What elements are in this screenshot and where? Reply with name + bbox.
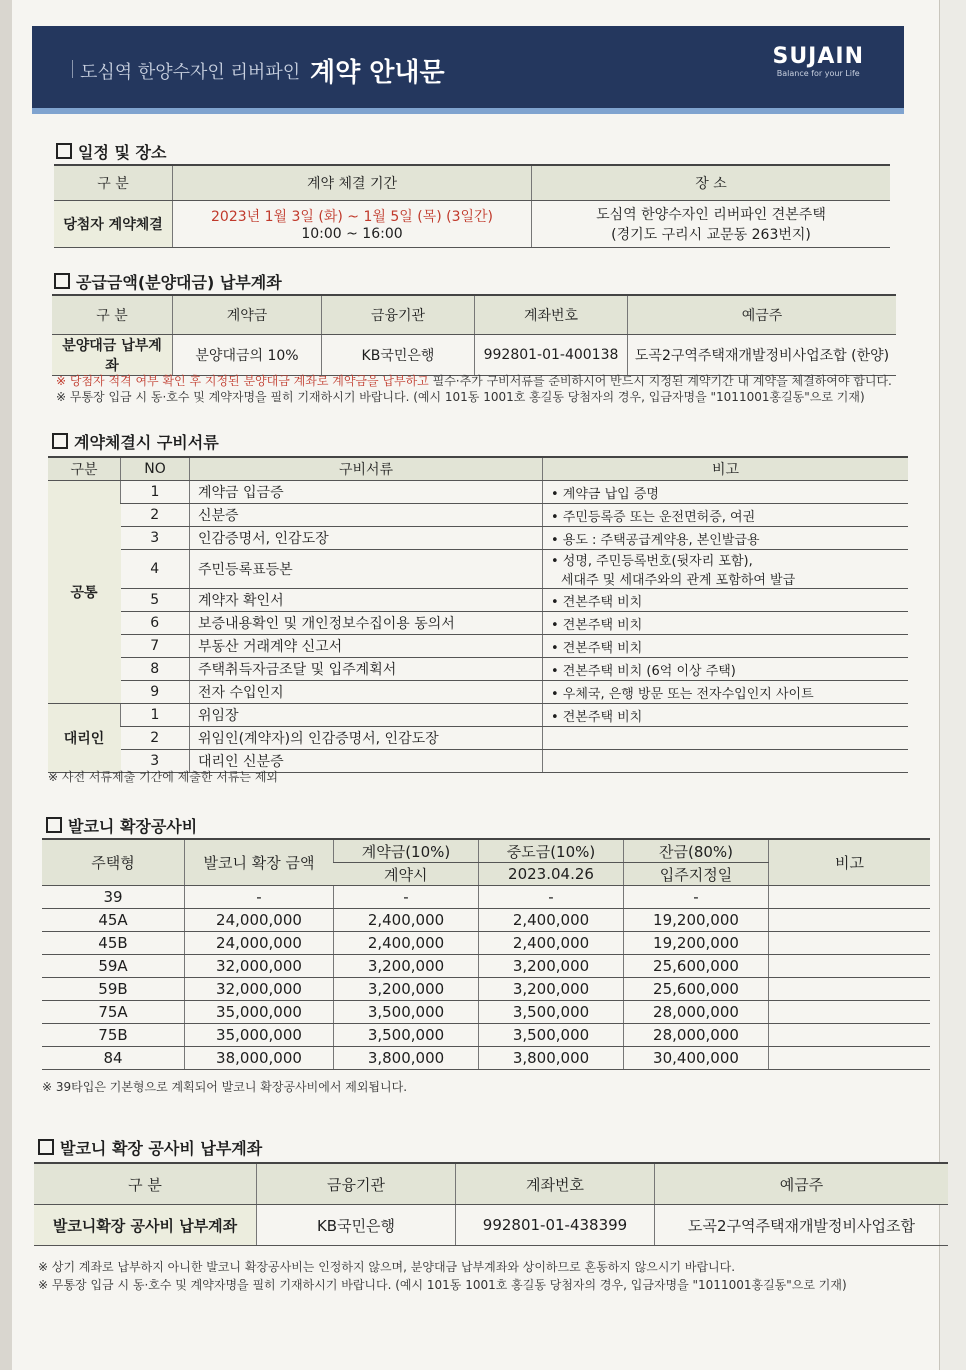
balcony-header-deposit-sub: 계약시 — [334, 863, 479, 886]
balcony-type: 84 — [42, 1047, 185, 1070]
table-row — [42, 909, 930, 932]
square-bullet-icon — [56, 143, 72, 159]
doc-no: 3 — [121, 527, 190, 550]
schedule-section-title — [56, 140, 166, 163]
doc-remark: • 견본주택 비치 — [543, 704, 909, 727]
supply-header-bank: 금융기관 — [322, 295, 475, 335]
balcony-header-balance: 잔금(80%) — [624, 839, 769, 863]
logo-tagline: Balance for your Life — [776, 69, 860, 78]
docs-header-document: 구비서류 — [190, 457, 543, 481]
doc-name: 위임인(계약자)의 인감증명서, 인감도장 — [190, 727, 543, 750]
logo-name: SUJAIN — [772, 44, 864, 69]
balcony-account-header-holder: 예금주 — [655, 1163, 949, 1205]
balcony-balance: 25,600,000 — [624, 955, 769, 978]
docs-header-no: NO — [121, 457, 190, 481]
balcony-account-row-label: 발코니확장 공사비 납부계좌 — [34, 1205, 257, 1246]
balcony-table — [42, 838, 930, 1070]
doc-remark: • 계약금 납입 증명 — [543, 481, 909, 504]
balcony-remark — [769, 886, 931, 909]
schedule-header-category: 구 분 — [54, 165, 173, 201]
doc-no: 2 — [121, 727, 190, 750]
balcony-type: 75A — [42, 1001, 185, 1024]
doc-name: 계약금 입금증 — [190, 481, 543, 504]
doc-name: 전자 수입인지 — [190, 681, 543, 704]
schedule-row-label: 당첨자 계약체결 — [54, 201, 173, 248]
doc-name: 주민등록표등본 — [190, 550, 543, 589]
doc-name: 신분증 — [190, 504, 543, 527]
balcony-amount: 24,000,000 — [185, 932, 334, 955]
balcony-header-remark: 비고 — [769, 839, 931, 886]
balcony-remark — [769, 1047, 931, 1070]
balcony-middle: 3,800,000 — [479, 1047, 624, 1070]
docs-section-title — [52, 430, 219, 453]
doc-no: 7 — [121, 635, 190, 658]
doc-name: 보증내용확인 및 개인정보수집이용 동의서 — [190, 612, 543, 635]
balcony-title-text: 발코니 확장공사비 — [68, 817, 198, 836]
doc-remark: • 견본주택 비치 — [543, 635, 909, 658]
balcony-account-header-account: 계좌번호 — [456, 1163, 655, 1205]
table-row — [42, 932, 930, 955]
supply-bank: KB국민은행 — [322, 335, 475, 376]
square-bullet-icon — [54, 273, 70, 289]
doc-no: 1 — [121, 481, 190, 504]
square-bullet-icon — [38, 1139, 54, 1155]
balcony-account-table — [34, 1162, 948, 1246]
period-date: 2023년 1월 3일 (화) ~ 1월 5일 (목) (3일간) — [211, 209, 493, 225]
supply-header-holder: 예금주 — [628, 295, 897, 335]
supply-note-1 — [56, 372, 896, 389]
doc-no: 6 — [121, 612, 190, 635]
supply-note-1-red: ※ 당첨자 적격 여부 확인 후 지정된 분양대금 계좌로 계약금을 납부하고 — [56, 374, 429, 388]
balcony-balance: - — [624, 886, 769, 909]
balcony-remark — [769, 978, 931, 1001]
balcony-account-header-bank: 금융기관 — [257, 1163, 456, 1205]
balcony-middle: 3,500,000 — [479, 1024, 624, 1047]
balcony-balance: 30,400,000 — [624, 1047, 769, 1070]
balcony-amount: 32,000,000 — [185, 978, 334, 1001]
docs-header-category: 구분 — [48, 457, 121, 481]
doc-remark: • 용도 : 주택공급계약용, 본인발급용 — [543, 527, 909, 550]
doc-no: 3 — [121, 750, 190, 773]
balcony-account-section-title — [38, 1136, 262, 1159]
balcony-account-number: 992801-01-438399 — [456, 1205, 655, 1246]
balcony-middle: 3,500,000 — [479, 1001, 624, 1024]
schedule-title-text: 일정 및 장소 — [78, 143, 167, 162]
balcony-remark — [769, 909, 931, 932]
period-time: 10:00 ~ 16:00 — [301, 226, 403, 242]
docs-title-text: 계약체결시 구비서류 — [74, 433, 219, 452]
balcony-header-middle: 중도금(10%) — [479, 839, 624, 863]
balcony-header-deposit: 계약금(10%) — [334, 839, 479, 863]
doc-no: 4 — [121, 550, 190, 589]
square-bullet-icon — [52, 433, 68, 449]
balcony-balance: 28,000,000 — [624, 1001, 769, 1024]
balcony-deposit: 2,400,000 — [334, 932, 479, 955]
doc-remark: • 주민등록증 또는 운전면허증, 여권 — [543, 504, 909, 527]
balcony-remark — [769, 1024, 931, 1047]
header-accent-strip — [32, 108, 904, 114]
doc-no: 2 — [121, 504, 190, 527]
balcony-header-balance-sub: 입주지정일 — [624, 863, 769, 886]
schedule-header-period: 계약 체결 기간 — [173, 165, 532, 201]
doc-name: 대리인 신분증 — [190, 750, 543, 773]
balcony-note: ※ 39타입은 기본형으로 계획되어 발코니 확장공사비에서 제외됩니다. — [42, 1080, 408, 1094]
supply-header-category: 구 분 — [52, 295, 173, 335]
doc-remark: • 견본주택 비치 (6억 이상 주택) — [543, 658, 909, 681]
balcony-deposit: 3,800,000 — [334, 1047, 479, 1070]
table-row — [42, 1001, 930, 1024]
doc-name: 위임장 — [190, 704, 543, 727]
doc-no: 9 — [121, 681, 190, 704]
doc-name: 인감증명서, 인감도장 — [190, 527, 543, 550]
supply-account-number: 992801-01-400138 — [475, 335, 628, 376]
place-name: 도심역 한양수자인 리버파인 견본주택 — [596, 207, 826, 223]
balcony-remark — [769, 1001, 931, 1024]
docs-note: ※ 사전 서류제출 기간에 제출한 서류는 제외 — [48, 770, 279, 784]
balcony-middle: 3,200,000 — [479, 978, 624, 1001]
balcony-header-amount: 발코니 확장 금액 — [185, 839, 334, 886]
balcony-middle: 2,400,000 — [479, 932, 624, 955]
supply-holder: 도곡2구역주택재개발정비사업조합 (한양) — [628, 335, 897, 376]
supply-section-title — [54, 270, 282, 293]
balcony-middle: - — [479, 886, 624, 909]
balcony-account-note-1: ※ 상기 계좌로 납부하지 아니한 발코니 확장공사비는 인정하지 않으며, 분양대금 납부계좌와 상이하므로 혼동하지 않으시기 바랍니다. — [38, 1260, 736, 1274]
schedule-header-place: 장 소 — [532, 165, 891, 201]
docs-table — [48, 456, 908, 773]
balcony-remark — [769, 955, 931, 978]
doc-name: 계약자 확인서 — [190, 589, 543, 612]
doc-remark — [543, 727, 909, 750]
balcony-remark — [769, 932, 931, 955]
balcony-deposit: 3,500,000 — [334, 1001, 479, 1024]
doc-no: 5 — [121, 589, 190, 612]
balcony-middle: 2,400,000 — [479, 909, 624, 932]
balcony-amount: - — [185, 886, 334, 909]
place-address: (경기도 구리시 교문동 263번지) — [611, 227, 811, 243]
docs-group-proxy: 대리인 — [48, 704, 121, 773]
balcony-deposit: 3,200,000 — [334, 955, 479, 978]
table-row — [42, 955, 930, 978]
balcony-type: 59A — [42, 955, 185, 978]
schedule-period — [173, 201, 532, 248]
doc-remark — [543, 750, 909, 773]
square-bullet-icon — [46, 817, 62, 833]
schedule-table — [54, 164, 890, 248]
balcony-section-title — [46, 814, 197, 837]
balcony-amount: 32,000,000 — [185, 955, 334, 978]
brand-logo — [772, 44, 864, 78]
balcony-amount: 35,000,000 — [185, 1024, 334, 1047]
balcony-account-header-category: 구 분 — [34, 1163, 257, 1205]
balcony-deposit: 3,200,000 — [334, 978, 479, 1001]
balcony-amount: 24,000,000 — [185, 909, 334, 932]
docs-header-remark: 비고 — [543, 457, 909, 481]
balcony-balance: 19,200,000 — [624, 909, 769, 932]
balcony-type: 39 — [42, 886, 185, 909]
doc-remark-line1: • 성명, 주민등록번호(뒷자리 포함), — [551, 554, 753, 569]
doc-name: 부동산 거래계약 신고서 — [190, 635, 543, 658]
supply-header-account: 계좌번호 — [475, 295, 628, 335]
balcony-middle: 3,200,000 — [479, 955, 624, 978]
doc-remark: • 견본주택 비치 — [543, 589, 909, 612]
docs-group-common: 공통 — [48, 481, 121, 704]
supply-title-text: 공급금액(분양대금) 납부계좌 — [76, 273, 282, 292]
balcony-deposit: 2,400,000 — [334, 909, 479, 932]
doc-remark: • 우체국, 은행 방문 또는 전자수입인지 사이트 — [543, 681, 909, 704]
balcony-header-type: 주택형 — [42, 839, 185, 886]
balcony-balance: 28,000,000 — [624, 1024, 769, 1047]
schedule-place — [532, 201, 891, 248]
table-row — [42, 978, 930, 1001]
supply-row-label: 분양대금 납부계좌 — [52, 335, 173, 376]
balcony-type: 75B — [42, 1024, 185, 1047]
doc-name: 주택취득자금조달 및 입주계획서 — [190, 658, 543, 681]
table-row — [42, 886, 930, 909]
supply-note-1-rest: 필수·추가 구비서류를 준비하시어 반드시 지정된 계약기간 내 계약을 체결하여야 합니다. — [428, 374, 892, 388]
doc-remark — [543, 550, 909, 589]
table-row — [42, 1024, 930, 1047]
balcony-account-title-text: 발코니 확장 공사비 납부계좌 — [60, 1139, 263, 1158]
header-divider — [72, 60, 73, 78]
doc-no: 8 — [121, 658, 190, 681]
header-subtitle: 도심역 한양수자인 리버파인 — [80, 62, 301, 83]
document-header — [32, 26, 904, 108]
supply-note-2: ※ 무통장 입금 시 동·호수 및 계약자명을 필히 기재하시기 바랍니다. (예시 101동 1001호 홍길동 당첨자의 경우, 입금자명을 "1011001홍길동"으로 기재) — [56, 390, 865, 404]
supply-header-deposit: 계약금 — [173, 295, 322, 335]
balcony-amount: 38,000,000 — [185, 1047, 334, 1070]
balcony-deposit: 3,500,000 — [334, 1024, 479, 1047]
doc-remark: • 견본주택 비치 — [543, 612, 909, 635]
balcony-amount: 35,000,000 — [185, 1001, 334, 1024]
balcony-account-holder: 도곡2구역주택재개발정비사업조합 — [655, 1205, 949, 1246]
table-row — [42, 1047, 930, 1070]
balcony-type: 45A — [42, 909, 185, 932]
supply-deposit: 분양대금의 10% — [173, 335, 322, 376]
supply-table — [52, 294, 896, 376]
balcony-deposit: - — [334, 886, 479, 909]
header-title: 계약 안내문 — [310, 58, 445, 88]
doc-no: 1 — [121, 704, 190, 727]
balcony-account-note-2: ※ 무통장 입금 시 동·호수 및 계약자명을 필히 기재하시기 바랍니다. (예시 101동 1001호 홍길동 당첨자의 경우, 입금자명을 "1011001홍길동"으로 기재) — [38, 1278, 847, 1292]
balcony-type: 59B — [42, 978, 185, 1001]
balcony-balance: 25,600,000 — [624, 978, 769, 1001]
balcony-account-bank: KB국민은행 — [257, 1205, 456, 1246]
doc-remark-line2: 세대주 및 세대주와의 관계 포함하여 발급 — [561, 573, 796, 588]
balcony-header-middle-sub: 2023.04.26 — [479, 863, 624, 886]
balcony-balance: 19,200,000 — [624, 932, 769, 955]
balcony-type: 45B — [42, 932, 185, 955]
